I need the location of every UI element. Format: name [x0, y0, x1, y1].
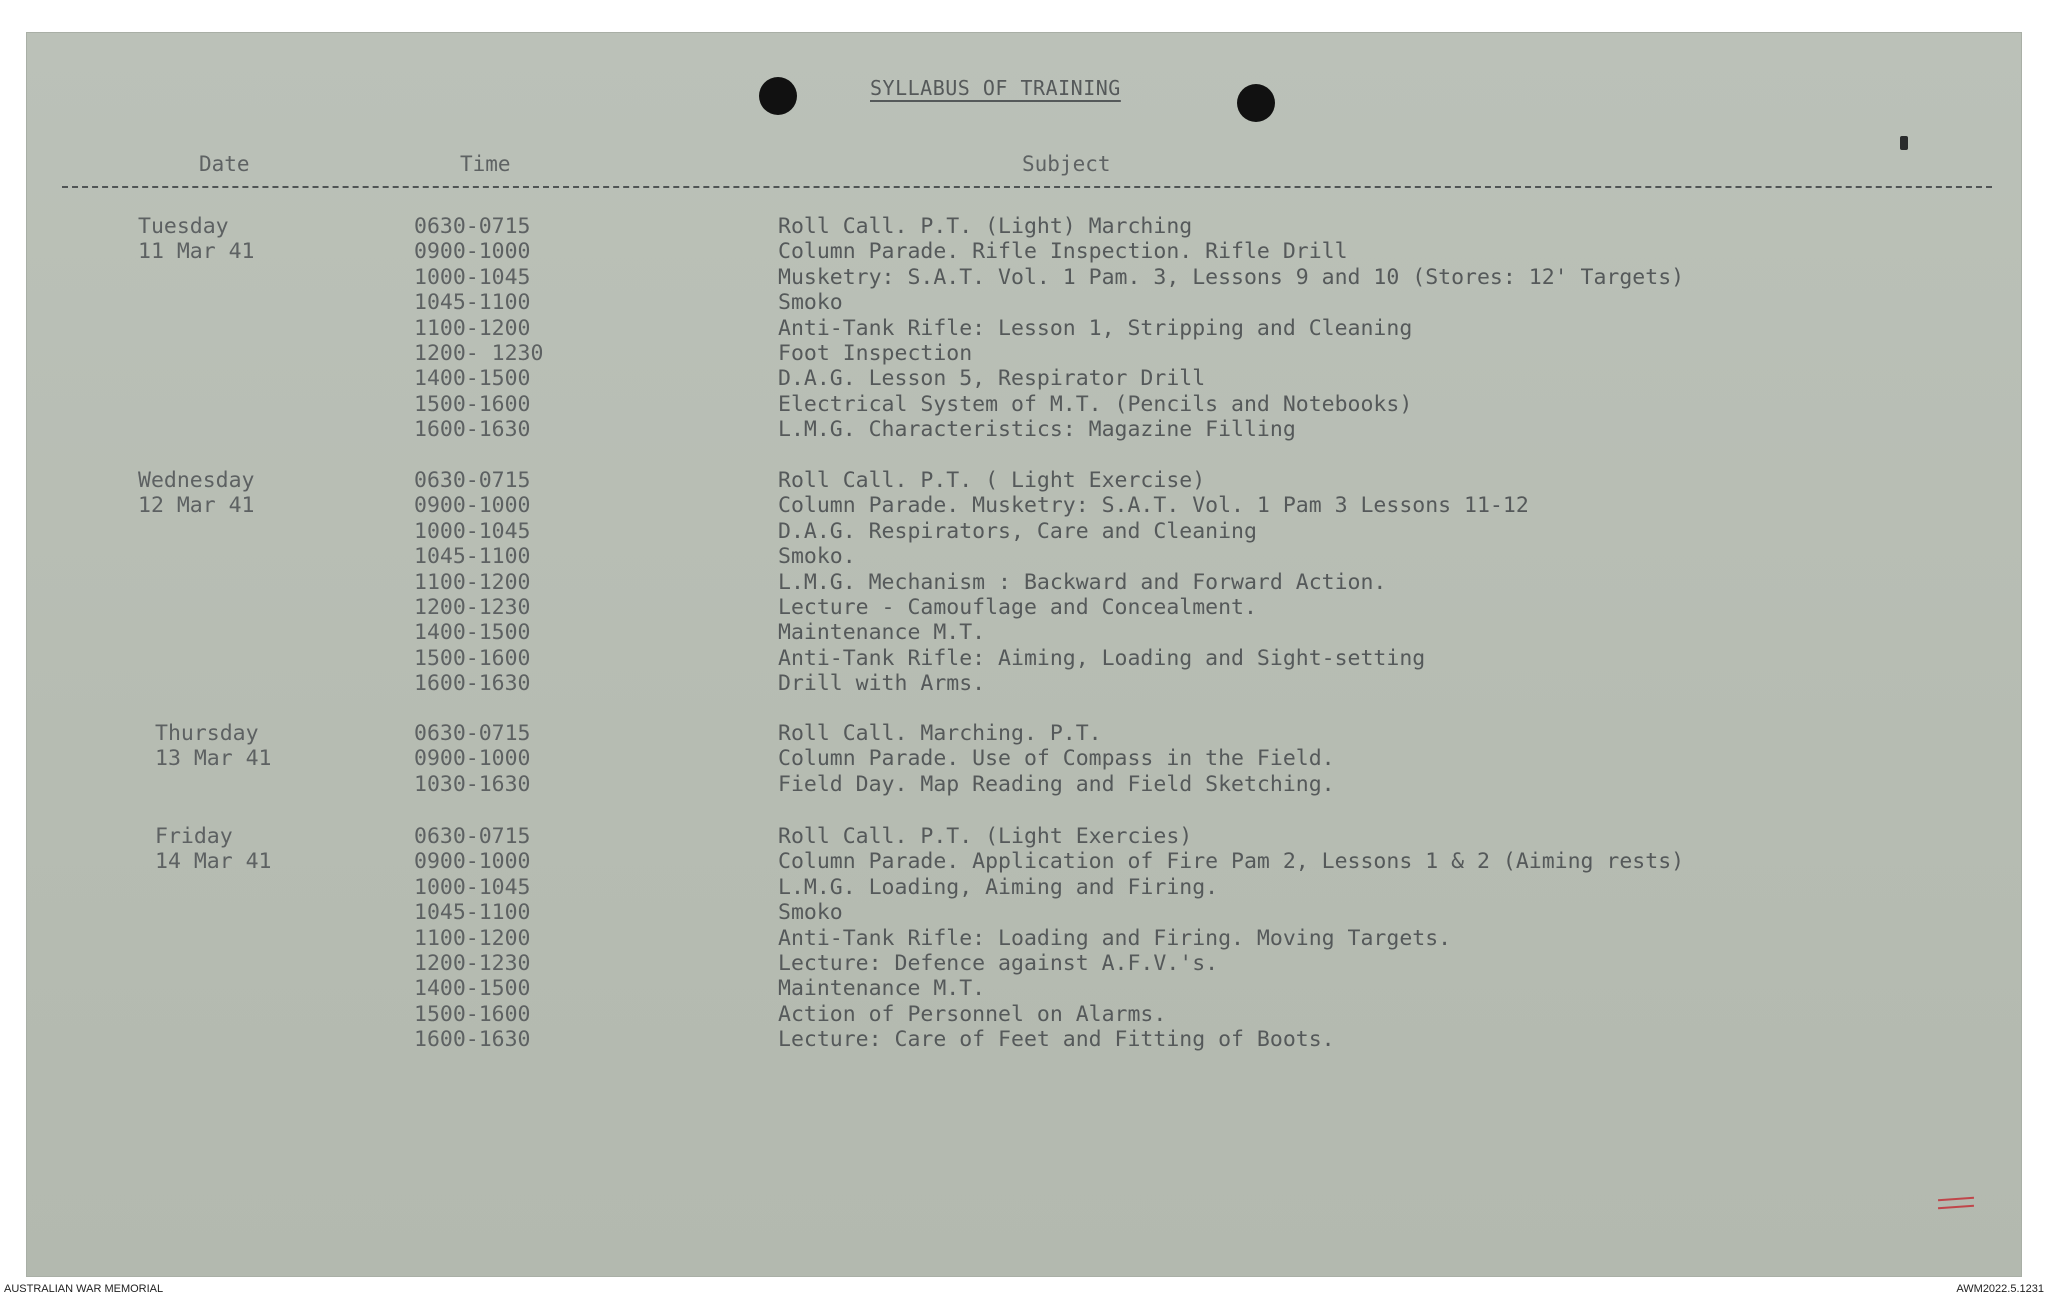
time-slot: 1000-1045 — [414, 518, 531, 544]
subject-text: D.A.G. Respirators, Care and Cleaning — [778, 518, 1257, 544]
schedule-row — [0, 570, 2048, 595]
time-slot: 0630-0715 — [414, 214, 531, 239]
time-slot: 0900-1000 — [414, 746, 531, 772]
time-slot: 0900-1000 — [414, 239, 531, 265]
subject-text: Column Parade. Use of Compass in the Field. — [778, 746, 1335, 772]
schedule-row — [0, 392, 2048, 417]
schedule-row — [0, 544, 2048, 569]
footer-right: AWM2022.5.1231 — [1956, 1283, 2044, 1295]
time-slot: 1600-1630 — [414, 671, 531, 697]
header-subject: Subject — [1022, 152, 1111, 176]
schedule-row — [0, 595, 2048, 620]
header-date: Date — [199, 152, 250, 176]
day-name: Tuesday — [138, 214, 229, 239]
ink-mark — [1900, 136, 1908, 150]
subject-text: Anti-Tank Rifle: Aiming, Loading and Sight-setting — [778, 645, 1426, 671]
schedule-row — [0, 366, 2048, 391]
time-slot: 1200-1230 — [414, 595, 531, 620]
time-slot: 1045-1100 — [414, 544, 531, 570]
time-slot: 1030-1630 — [414, 771, 531, 797]
schedule-row — [0, 772, 2048, 797]
subject-text: Anti-Tank Rifle: Lesson 1, Stripping and Cleaning — [778, 315, 1413, 341]
schedule-row — [0, 519, 2048, 544]
subject-text: Smoko. — [778, 544, 856, 570]
punch-hole-left — [759, 77, 797, 115]
schedule-row — [0, 1027, 2048, 1052]
subject-text: Musketry: S.A.T. Vol. 1 Pam. 3, Lessons 9 and 10 (Stores: 12' Targets) — [778, 264, 1685, 290]
time-slot: 0630-0715 — [414, 824, 531, 849]
subject-text: Field Day. Map Reading and Field Sketching. — [778, 771, 1335, 797]
subject-text: Smoko — [778, 290, 843, 316]
subject-text: Roll Call. P.T. (Light) Marching — [778, 214, 1193, 239]
subject-text: Column Parade. Rifle Inspection. Rifle Drill — [778, 239, 1348, 265]
time-slot: 1200- 1230 — [414, 341, 544, 366]
schedule-row — [0, 239, 2048, 264]
time-slot: 1200-1230 — [414, 951, 531, 976]
subject-text: Lecture - Camouflage and Concealment. — [778, 595, 1257, 620]
subject-text: Lecture: Care of Feet and Fitting of Boots. — [778, 1027, 1335, 1053]
subject-text: Roll Call. P.T. (Light Exercies) — [778, 824, 1193, 849]
subject-text: Maintenance M.T. — [778, 976, 986, 1002]
time-slot: 1100-1200 — [414, 925, 531, 951]
schedule-row — [0, 265, 2048, 290]
time-slot: 1045-1100 — [414, 290, 531, 316]
subject-text: Column Parade. Application of Fire Pam 2, Lessons 1 & 2 (Aiming rests) — [778, 849, 1685, 875]
subject-text: Roll Call. Marching. P.T. — [778, 721, 1102, 746]
subject-text: Column Parade. Musketry: S.A.T. Vol. 1 Pam 3 Lessons 11-12 — [778, 493, 1529, 519]
schedule-row — [0, 671, 2048, 696]
schedule-row — [0, 926, 2048, 951]
time-slot: 1045-1100 — [414, 900, 531, 926]
schedule-row — [0, 976, 2048, 1001]
schedule-row — [0, 824, 2048, 849]
time-slot: 0630-0715 — [414, 721, 531, 746]
subject-text: Drill with Arms. — [778, 671, 986, 697]
schedule-row — [0, 290, 2048, 315]
day-name: Wednesday — [138, 468, 255, 493]
day-name: Thursday — [155, 721, 259, 746]
time-slot: 1500-1600 — [414, 1001, 531, 1027]
schedule-row — [0, 620, 2048, 645]
schedule-row — [0, 1002, 2048, 1027]
red-pencil-marks — [1938, 1196, 1974, 1214]
footer-left: AUSTRALIAN WAR MEMORIAL — [4, 1283, 164, 1295]
time-slot: 0630-0715 — [414, 468, 531, 493]
schedule-row — [0, 900, 2048, 925]
time-slot: 1600-1630 — [414, 1027, 531, 1053]
day-date: 11 Mar 41 — [138, 239, 255, 265]
subject-text: Anti-Tank Rifle: Loading and Firing. Moving Targets. — [778, 925, 1452, 951]
time-slot: 0900-1000 — [414, 849, 531, 875]
schedule-row — [0, 849, 2048, 874]
time-slot: 1000-1045 — [414, 874, 531, 900]
schedule-row — [0, 746, 2048, 771]
subject-text: L.M.G. Loading, Aiming and Firing. — [778, 874, 1219, 900]
time-slot: 1400-1500 — [414, 366, 531, 392]
subject-text: L.M.G. Mechanism : Backward and Forward Action. — [778, 569, 1387, 595]
schedule-row — [0, 341, 2048, 366]
schedule-row — [0, 468, 2048, 493]
punch-hole-right — [1237, 84, 1275, 122]
subject-text: Action of Personnel on Alarms. — [778, 1001, 1167, 1027]
schedule-row — [0, 646, 2048, 671]
day-date: 14 Mar 41 — [155, 849, 272, 875]
header-time: Time — [460, 152, 511, 176]
time-slot: 1100-1200 — [414, 569, 531, 595]
time-slot: 1400-1500 — [414, 620, 531, 646]
subject-text: Smoko — [778, 900, 843, 926]
schedule-row — [0, 316, 2048, 341]
schedule-row — [0, 493, 2048, 518]
time-slot: 1000-1045 — [414, 264, 531, 290]
subject-text: Electrical System of M.T. (Pencils and Notebooks) — [778, 391, 1413, 417]
schedule-row — [0, 951, 2048, 976]
time-slot: 1100-1200 — [414, 315, 531, 341]
subject-text: L.M.G. Characteristics: Magazine Filling — [778, 417, 1296, 443]
document-title: SYLLABUS OF TRAINING — [870, 76, 1121, 100]
subject-text: Maintenance M.T. — [778, 620, 986, 646]
time-slot: 1500-1600 — [414, 391, 531, 417]
schedule-row — [0, 417, 2048, 442]
schedule-row — [0, 721, 2048, 746]
time-slot: 1500-1600 — [414, 645, 531, 671]
subject-text: Foot Inspection — [778, 341, 973, 366]
subject-text: Lecture: Defence against A.F.V.'s. — [778, 951, 1219, 976]
day-date: 13 Mar 41 — [155, 746, 272, 772]
schedule-row — [0, 214, 2048, 239]
subject-text: D.A.G. Lesson 5, Respirator Drill — [778, 366, 1206, 392]
time-slot: 0900-1000 — [414, 493, 531, 519]
subject-text: Roll Call. P.T. ( Light Exercise) — [778, 468, 1206, 493]
schedule-row — [0, 875, 2048, 900]
time-slot: 1600-1630 — [414, 417, 531, 443]
time-slot: 1400-1500 — [414, 976, 531, 1002]
header-divider — [62, 186, 1992, 188]
day-name: Friday — [155, 824, 233, 849]
day-date: 12 Mar 41 — [138, 493, 255, 519]
